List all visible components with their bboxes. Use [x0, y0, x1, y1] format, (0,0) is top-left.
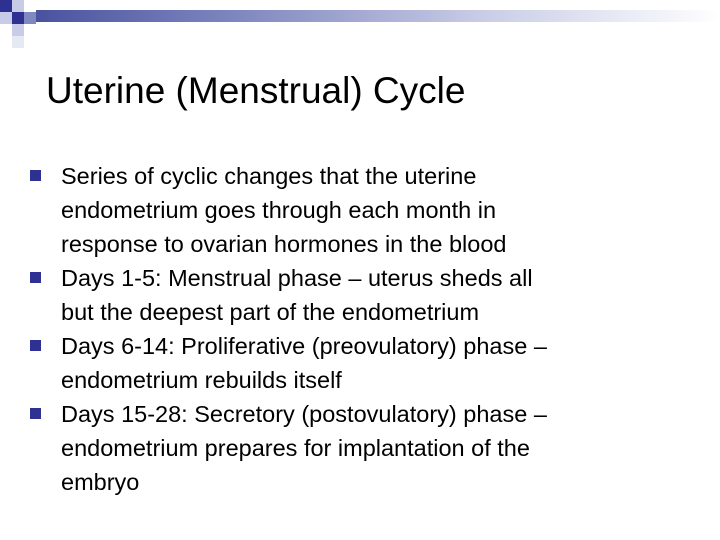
bullet-text-line: Series of cyclic changes that the uterine: [61, 163, 477, 189]
checker-square: [12, 24, 24, 36]
decorative-gradient-bar: [36, 10, 720, 22]
checker-square: [12, 12, 24, 24]
bullet-text-line: Days 15-28: Secretory (postovulatory) phase –: [61, 401, 547, 427]
checker-square: [12, 36, 24, 48]
bullet-text-line: endometrium prepares for implantation of the: [61, 435, 530, 461]
checker-square: [0, 12, 12, 24]
checker-square: [0, 24, 12, 36]
square-bullet-icon: [30, 340, 41, 351]
checker-square: [12, 0, 24, 12]
bullet-text-line: embryo: [61, 469, 140, 495]
bullet-item: [30, 329, 710, 397]
bullet-item: [30, 397, 710, 499]
square-bullet-icon: [30, 170, 41, 181]
square-bullet-icon: [30, 272, 41, 283]
decorative-checker-band: [0, 0, 720, 48]
bullet-item: [30, 261, 710, 329]
square-bullet-icon: [30, 408, 41, 419]
bullet-text-line: Days 6-14: Proliferative (preovulatory) phase –: [61, 333, 547, 359]
bullet-list: [30, 159, 710, 499]
checker-square: [24, 24, 36, 36]
checker-square: [24, 12, 36, 24]
bullet-text-line: endometrium goes through each month in: [61, 197, 497, 223]
bullet-text-line: but the deepest part of the endometrium: [61, 299, 480, 325]
bullet-text-line: response to ovarian hormones in the blood: [61, 231, 507, 257]
checker-square: [0, 0, 12, 12]
bullet-item: [30, 159, 710, 261]
bullet-text-line: endometrium rebuilds itself: [61, 367, 342, 393]
slide-title: Uterine (Menstrual) Cycle: [46, 70, 466, 111]
checker-square: [24, 0, 36, 12]
bullet-text-line: Days 1-5: Menstrual phase – uterus sheds all: [61, 265, 533, 291]
